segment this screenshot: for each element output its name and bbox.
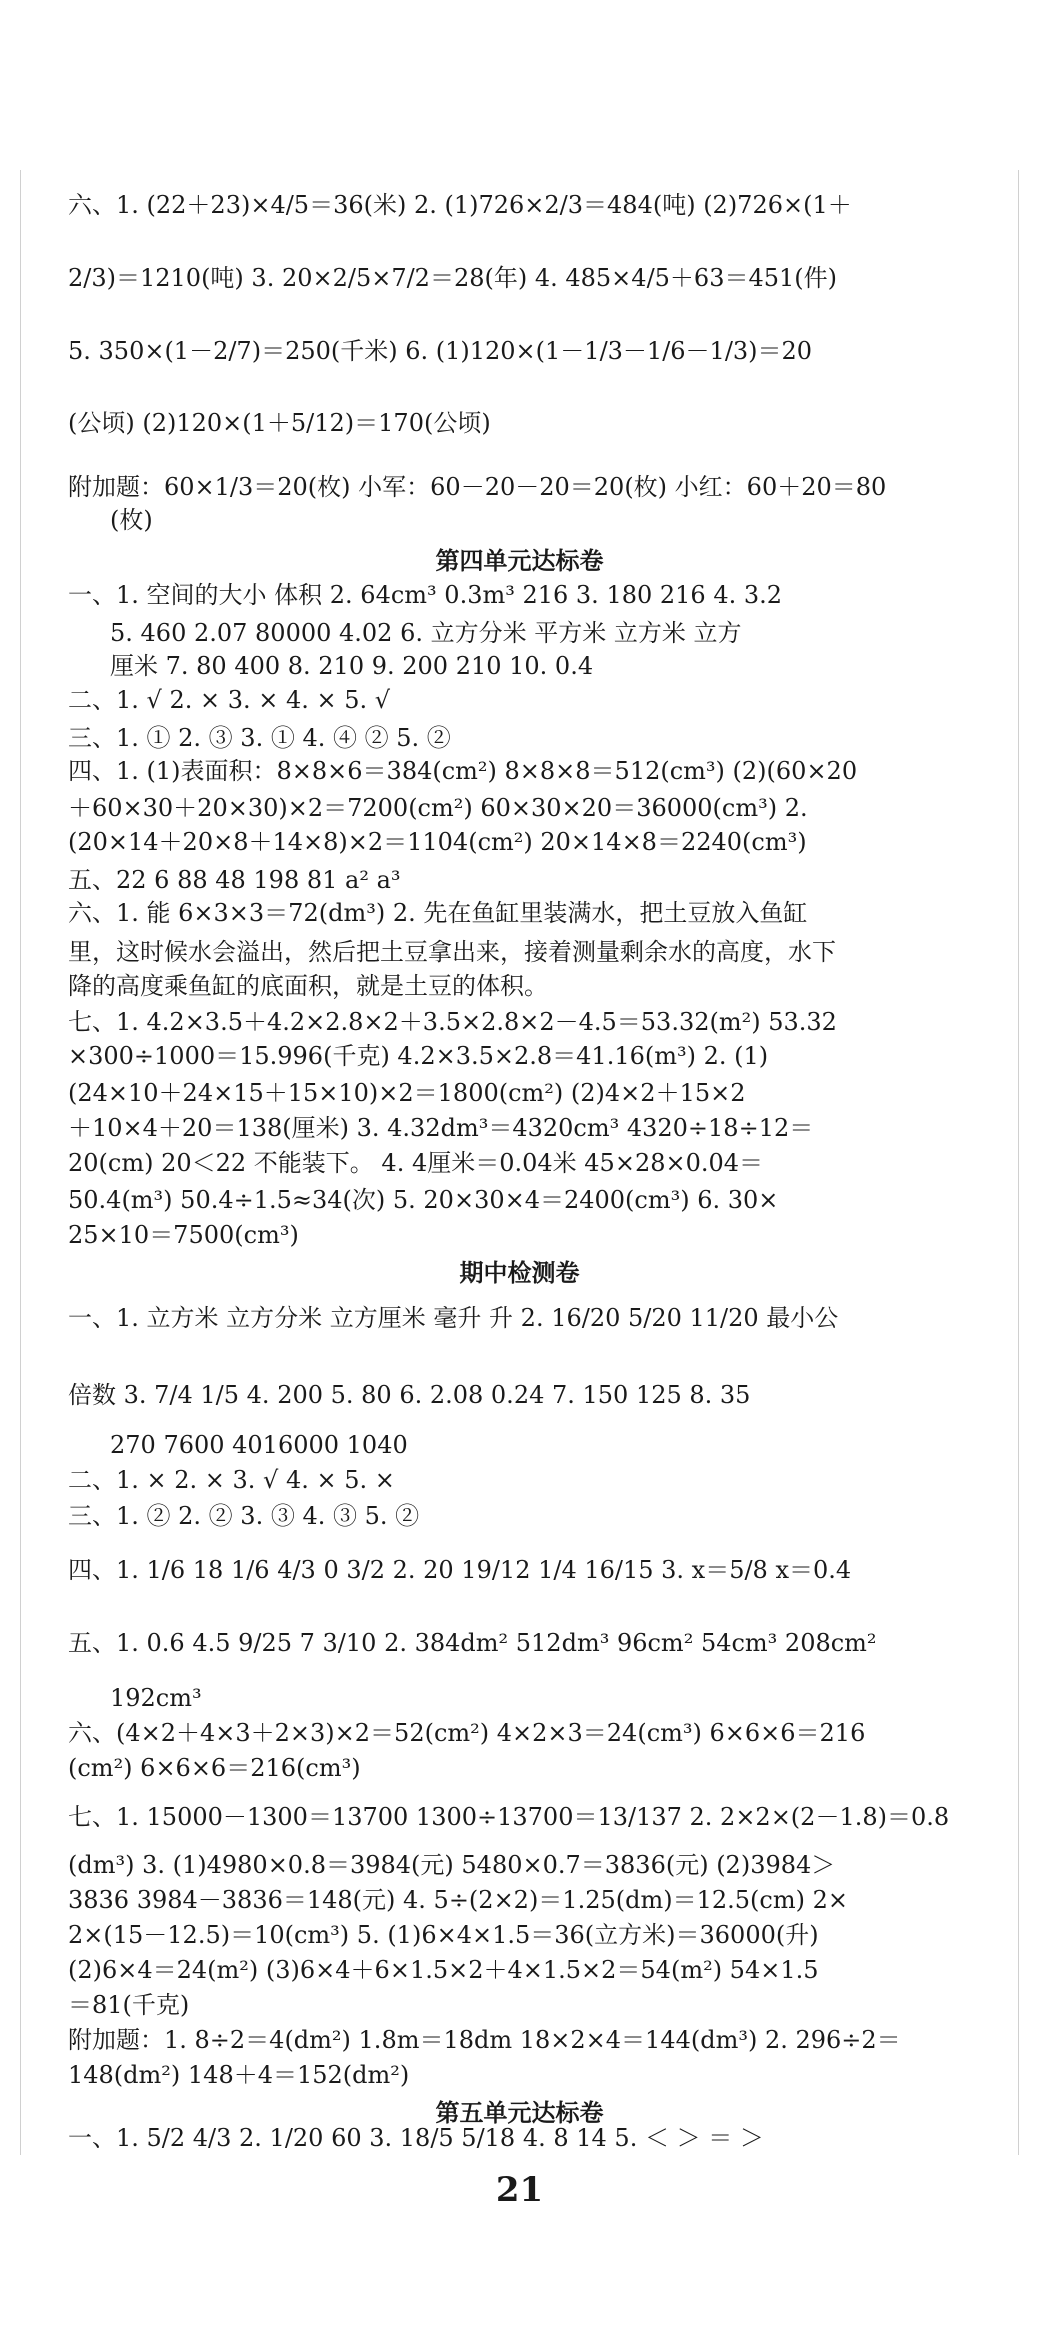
section-title: 第四单元达标卷 — [435, 547, 604, 575]
answer-line: 六、(4×2＋4×3＋2×3)×2＝52(cm²) 4×2×3＝24(cm³) 6×6×6＝216 — [68, 1719, 866, 1747]
answer-line: (2)6×4＝24(m²) (3)6×4＋6×1.5×2＋4×1.5×2＝54(m²) 54×1.5 — [68, 1956, 819, 1984]
answer-line: 厘米 7. 80 400 8. 210 9. 200 210 10. 0.4 — [110, 652, 594, 680]
answer-line: ＋10×4＋20＝138(厘米) 3. 4.32dm³＝4320cm³ 4320÷18÷12＝ — [68, 1114, 814, 1142]
answer-line: 三、1. ② 2. ② 3. ③ 4. ③ 5. ② — [68, 1502, 420, 1530]
answer-line: 5. 350×(1－2/7)＝250(千米) 6. (1)120×(1－1/3－1/6－1/3)＝20 — [68, 337, 813, 365]
answer-line: (20×14＋20×8＋14×8)×2＝1104(cm²) 20×14×8＝2240(cm³) — [68, 828, 807, 856]
answer-line: 一、1. 立方米 立方分米 立方厘米 毫升 升 2. 16/20 5/20 11/20 最小公 — [68, 1304, 839, 1332]
answer-line: 2/3)＝1210(吨) 3. 20×2/5×7/2＝28(年) 4. 485×4/5＋63＝451(件) — [68, 264, 837, 292]
answer-line: 六、1. 能 6×3×3＝72(dm³) 2. 先在鱼缸里装满水，把土豆放入鱼缸 — [68, 899, 808, 927]
answer-line: 3836 3984－3836＝148(元) 4. 5÷(2×2)＝1.25(dm)＝12.5(cm) 2× — [68, 1886, 848, 1914]
answer-line: 五、1. 0.6 4.5 9/25 7 3/10 2. 384dm² 512dm³ 96cm² 54cm³ 208cm² — [68, 1629, 877, 1657]
answer-line: 里，这时候水会溢出，然后把土豆拿出来，接着测量剩余水的高度，水下 — [68, 938, 836, 966]
answer-line: 附加题：1. 8÷2＝4(dm²) 1.8m＝18dm 18×2×4＝144(dm³) 2. 296÷2＝ — [68, 2026, 901, 2054]
answer-line: ＋60×30＋20×30)×2＝7200(cm²) 60×30×20＝36000(cm³) 2. — [68, 794, 808, 822]
answer-line: 四、1. 1/6 18 1/6 4/3 0 3/2 2. 20 19/12 1/4 16/15 3. x＝5/8 x＝0.4 — [68, 1556, 852, 1584]
answer-line: 20(cm) 20＜22 不能装下。 4. 4厘米＝0.04米 45×28×0.04＝ — [68, 1149, 764, 1177]
answer-line: 192cm³ — [110, 1684, 202, 1712]
answer-line: 二、1. √ 2. × 3. × 4. × 5. √ — [68, 686, 391, 714]
answer-line: ×300÷1000＝15.996(千克) 4.2×3.5×2.8＝41.16(m³) 2. (1) — [68, 1042, 769, 1070]
answer-line: 一、1. 5/2 4/3 2. 1/20 60 3. 18/5 5/18 4. 8 14 5. ＜ ＞ ＝ ＞ — [68, 2124, 764, 2152]
answer-line: 七、1. 4.2×3.5＋4.2×2.8×2＋3.5×2.8×2－4.5＝53.32(m²) 53.32 — [68, 1008, 837, 1036]
answer-line: (公顷) (2)120×(1＋5/12)＝170(公顷) — [68, 409, 491, 437]
page-number: 21 — [495, 2170, 544, 2210]
answer-line: 50.4(m³) 50.4÷1.5≈34(次) 5. 20×30×4＝2400(cm³) 6. 30× — [68, 1186, 779, 1214]
answer-line: 25×10＝7500(cm³) — [68, 1221, 299, 1249]
answer-line: 七、1. 15000－1300＝13700 1300÷13700＝13/137 2. 2×2×(2－1.8)＝0.8 — [68, 1803, 950, 1831]
answer-line: 四、1. (1)表面积：8×8×6＝384(cm²) 8×8×8＝512(cm³) (2)(60×20 — [68, 757, 858, 785]
answer-line: 2×(15－12.5)＝10(cm³) 5. (1)6×4×1.5＝36(立方米)＝36000(升) — [68, 1921, 819, 1949]
answer-line: (dm³) 3. (1)4980×0.8＝3984(元) 5480×0.7＝3836(元) (2)3984＞ — [68, 1851, 836, 1879]
answer-line: 五、22 6 88 48 198 81 a² a³ — [68, 866, 401, 894]
section-title: 期中检测卷 — [459, 1259, 580, 1287]
answer-line: 降的高度乘鱼缸的底面积，就是土豆的体积。 — [68, 972, 548, 1000]
answer-line: 5. 460 2.07 80000 4.02 6. 立方分米 平方米 立方米 立方 — [110, 619, 742, 647]
answer-line: 270 7600 4016000 1040 — [110, 1431, 408, 1459]
answer-line: 附加题：60×1/3＝20(枚) 小军：60－20－20＝20(枚) 小红：60＋20＝80 — [68, 473, 887, 501]
answer-line: (24×10＋24×15＋15×10)×2＝1800(cm²) (2)4×2＋15×2 — [68, 1079, 746, 1107]
answer-line: 三、1. ① 2. ③ 3. ① 4. ④ ② 5. ② — [68, 724, 451, 752]
answer-line: (枚) — [110, 506, 153, 534]
answer-line: 六、1. (22＋23)×4/5＝36(米) 2. (1)726×2/3＝484(吨) (2)726×(1＋ — [68, 191, 852, 219]
answer-line: (cm²) 6×6×6＝216(cm³) — [68, 1754, 361, 1782]
answer-line: 一、1. 空间的大小 体积 2. 64cm³ 0.3m³ 216 3. 180 216 4. 3.2 — [68, 581, 783, 609]
answer-line: 148(dm²) 148＋4＝152(dm²) — [68, 2061, 410, 2089]
section-title: 第五单元达标卷 — [435, 2099, 604, 2127]
answer-line: ＝81(千克) — [68, 1991, 190, 2019]
answer-line: 二、1. × 2. × 3. √ 4. × 5. × — [68, 1466, 395, 1494]
answer-line: 倍数 3. 7/4 1/5 4. 200 5. 80 6. 2.08 0.24 7. 150 125 8. 35 — [68, 1381, 751, 1409]
